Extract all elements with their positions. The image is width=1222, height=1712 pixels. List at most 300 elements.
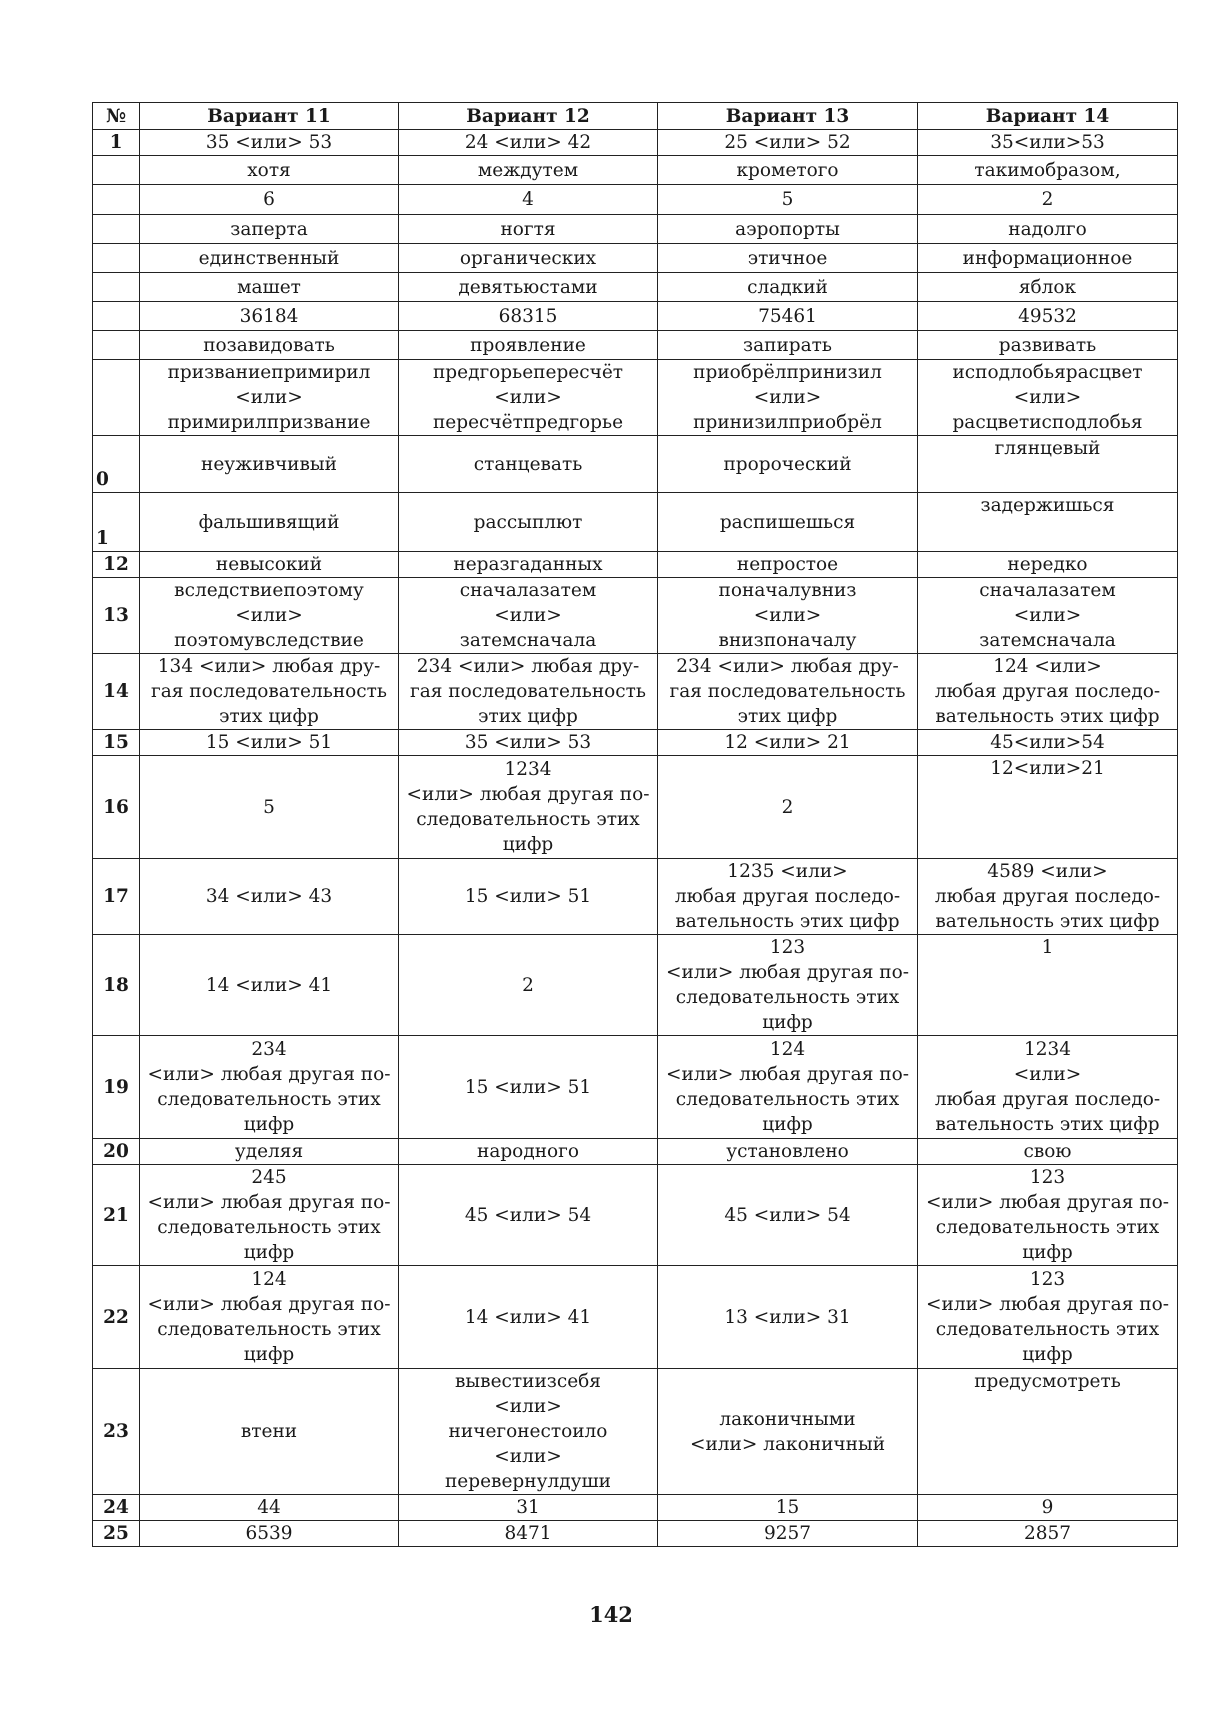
answer-line: вательность этих цифр	[935, 911, 1160, 932]
answer-line: затемсначала	[979, 630, 1116, 651]
answer-line: 35<или>53	[990, 132, 1105, 153]
answer-cell-variant-14	[918, 215, 1178, 244]
answer-line: <или> любая другая по-	[666, 1064, 909, 1085]
answer-cell-variant-11	[140, 436, 399, 493]
table-row	[93, 244, 1178, 273]
answer-cell-variant-12	[399, 273, 658, 302]
row-number: 1	[93, 493, 140, 552]
answer-cell-variant-12	[399, 552, 658, 578]
row-number: 12	[93, 552, 140, 578]
answer-line: 2	[781, 796, 794, 818]
answer-line: вательность этих цифр	[675, 911, 900, 932]
answer-line: 15 <или> 51	[464, 886, 592, 907]
header-row	[93, 103, 1178, 130]
answer-cell-variant-14	[918, 654, 1178, 730]
table-row	[93, 493, 1178, 552]
answer-cell-variant-11	[140, 493, 399, 552]
answer-line: следовательность этих	[416, 809, 640, 830]
answer-cell-variant-12	[399, 360, 658, 436]
answer-cell-variant-13	[658, 578, 918, 654]
answer-line: <или> любая другая по-	[926, 1192, 1169, 1213]
answer-line: станцевать	[473, 453, 583, 475]
answer-cell-variant-13	[658, 215, 918, 244]
answer-line: позавидовать	[203, 334, 335, 356]
answer-cell-variant-11	[140, 215, 399, 244]
row-number: 17	[93, 859, 140, 935]
row-number: 25	[93, 1521, 140, 1547]
table-row	[93, 1521, 1178, 1547]
answer-cell-variant-13	[658, 1139, 918, 1165]
answer-line: 123	[769, 937, 806, 958]
answer-line: 2	[1041, 189, 1054, 210]
answer-line: затемсначала	[459, 630, 597, 651]
table-row	[93, 1036, 1178, 1139]
answer-line: перевернулдуши	[444, 1471, 612, 1492]
answer-line: непростое	[736, 554, 839, 575]
table-row	[93, 273, 1178, 302]
answer-cell-variant-12	[399, 1165, 658, 1266]
answer-cell-variant-14	[918, 1139, 1178, 1165]
answer-line: неразгаданных	[453, 554, 603, 575]
answer-cell-variant-13	[658, 1036, 918, 1139]
answer-line: глянцевый	[994, 438, 1101, 459]
answer-line: <или>	[753, 387, 822, 408]
row-number: 24	[93, 1495, 140, 1521]
answer-cell-variant-14	[918, 185, 1178, 215]
answer-line: цифр	[243, 1344, 295, 1365]
row-number: 23	[93, 1369, 140, 1495]
answer-line: принизилприобрёл	[693, 412, 882, 433]
table-row	[93, 331, 1178, 360]
answer-line: <или> любая другая по-	[147, 1064, 391, 1085]
answer-cell-variant-12	[399, 935, 658, 1036]
answer-line: такимобразом,	[974, 159, 1121, 181]
table-row	[93, 302, 1178, 331]
answer-line: 44	[257, 1497, 281, 1518]
answer-line: ничегонестоило	[448, 1421, 608, 1442]
table-row	[93, 1139, 1178, 1165]
answer-cell-variant-12	[399, 215, 658, 244]
answer-line: сначалазатем	[979, 580, 1116, 601]
answer-line: 15 <или> 51	[464, 1076, 592, 1098]
answer-cell-variant-11	[140, 1165, 399, 1266]
answer-cell-variant-12	[399, 1495, 658, 1521]
answer-line: распишешься	[719, 511, 856, 533]
answer-line: сначалазатем	[459, 580, 597, 601]
answer-cell-variant-12	[399, 756, 658, 859]
answer-line: цифр	[502, 834, 554, 855]
answer-cell-variant-13	[658, 1495, 918, 1521]
answer-line: следовательность этих	[675, 987, 900, 1008]
answer-line: предусмотреть	[974, 1371, 1121, 1392]
row-number: 1	[93, 130, 140, 156]
answer-line: единственный	[198, 247, 340, 269]
answer-line: 5	[781, 189, 794, 210]
answer-cell-variant-12	[399, 1036, 658, 1139]
row-number: 22	[93, 1266, 140, 1369]
answer-cell-variant-11	[140, 1521, 399, 1547]
answer-cell-variant-12	[399, 578, 658, 654]
answer-line: 25 <или> 52	[724, 132, 851, 153]
answer-cell-variant-13	[658, 756, 918, 859]
answer-line: цифр	[762, 1012, 813, 1033]
answer-line: крометого	[736, 159, 839, 181]
answer-line: 24 <или> 42	[464, 132, 592, 153]
answer-cell-variant-11	[140, 1369, 399, 1495]
answer-line: призваниепримирил	[167, 362, 371, 383]
answer-line: цифр	[243, 1114, 295, 1135]
answer-line: 2	[522, 974, 534, 996]
answer-line: пересчётпредгорье	[432, 412, 624, 433]
answer-cell-variant-12	[399, 859, 658, 935]
answer-line: 1234	[1023, 1039, 1072, 1060]
answer-line: вательность этих цифр	[935, 706, 1160, 727]
answer-cell-variant-11	[140, 1139, 399, 1165]
answer-line: <или> лаконичный	[689, 1433, 886, 1455]
answer-line: машет	[237, 276, 301, 298]
table-row	[93, 1266, 1178, 1369]
answer-cell-variant-13	[658, 493, 918, 552]
answer-cell-variant-12	[399, 244, 658, 273]
answer-line: <или> любая другая по-	[926, 1294, 1169, 1315]
answer-line: примирилпризвание	[167, 412, 371, 433]
table-row	[93, 436, 1178, 493]
answer-cell-variant-14	[918, 130, 1178, 156]
answer-cell-variant-12	[399, 493, 658, 552]
answer-line: расцветисподлобья	[952, 412, 1143, 433]
answer-cell-variant-13	[658, 130, 918, 156]
answer-line: цифр	[1022, 1344, 1073, 1365]
row-number	[93, 331, 140, 360]
table-row	[93, 859, 1178, 935]
row-number: 0	[93, 436, 140, 493]
answer-cell-variant-14	[918, 493, 1178, 552]
row-number	[93, 273, 140, 302]
answer-line: задержишься	[980, 495, 1115, 516]
answer-line: 6	[263, 189, 275, 210]
answer-cell-variant-11	[140, 935, 399, 1036]
answer-line: 12<или>21	[990, 758, 1105, 779]
answer-cell-variant-14	[918, 156, 1178, 185]
answer-line: поэтомувследствие	[174, 630, 364, 651]
answer-cell-variant-14	[918, 1369, 1178, 1495]
answer-cell-variant-14	[918, 302, 1178, 331]
answer-cell-variant-12	[399, 1521, 658, 1547]
row-number: 21	[93, 1165, 140, 1266]
answer-cell-variant-13	[658, 552, 918, 578]
answer-line: <или>	[753, 605, 822, 626]
answer-line: надолго	[1008, 218, 1087, 240]
answer-cell-variant-14	[918, 244, 1178, 273]
answer-cell-variant-11	[140, 578, 399, 654]
answer-line: <или>	[494, 1396, 562, 1417]
answer-line: 36184	[239, 305, 299, 327]
answer-cell-variant-13	[658, 654, 918, 730]
answer-line: информационное	[962, 247, 1133, 269]
answer-cell-variant-13	[658, 1266, 918, 1369]
answer-line: пророческий	[723, 453, 852, 475]
answer-cell-variant-14	[918, 552, 1178, 578]
answer-line: 45 <или> 54	[724, 1204, 851, 1226]
answer-line: 35 <или> 53	[464, 732, 592, 753]
answer-cell-variant-13	[658, 935, 918, 1036]
answer-line: этичное	[747, 247, 828, 269]
row-number	[93, 244, 140, 273]
row-number: 18	[93, 935, 140, 1036]
answer-line: 134 <или> любая дру-	[157, 656, 381, 677]
answer-line: любая другая последо-	[934, 681, 1161, 702]
answer-cell-variant-11	[140, 156, 399, 185]
answer-cell-variant-14	[918, 859, 1178, 935]
answer-line: вывестиизсебя	[455, 1371, 601, 1392]
row-number	[93, 185, 140, 215]
answer-line: 4589 <или>	[987, 861, 1108, 882]
answer-line: неуживчивый	[201, 453, 337, 475]
answer-cell-variant-13	[658, 244, 918, 273]
row-number	[93, 156, 140, 185]
answer-line: установлено	[726, 1141, 849, 1162]
answer-line: 13 <или> 31	[724, 1306, 851, 1328]
answer-line: 123	[1029, 1269, 1066, 1290]
header-variant-14: Вариант 14	[918, 103, 1178, 130]
answer-line: сладкий	[747, 276, 828, 298]
answer-cell-variant-14	[918, 1165, 1178, 1266]
answer-line: 14 <или> 41	[464, 1306, 592, 1328]
answer-cell-variant-11	[140, 360, 399, 436]
table-row	[93, 578, 1178, 654]
answer-line: свою	[1023, 1141, 1072, 1162]
answer-line: <или> любая другая по-	[147, 1192, 391, 1213]
answer-line: <или>	[235, 605, 303, 626]
answer-line: этих цифр	[219, 706, 319, 727]
answer-line: 8471	[504, 1523, 552, 1544]
answer-line: запирать	[743, 334, 832, 356]
answer-line: любая другая последо-	[934, 1089, 1161, 1110]
answer-line: девятьюстами	[458, 276, 598, 298]
answer-cell-variant-12	[399, 156, 658, 185]
answer-line: междутем	[477, 159, 579, 181]
answer-line: приобрёлпринизил	[693, 362, 882, 383]
header-variant-11: Вариант 11	[140, 103, 399, 130]
answers-table	[92, 102, 1178, 1547]
table-row	[93, 730, 1178, 756]
answer-line: предгорьепересчёт	[432, 362, 624, 383]
answer-cell-variant-11	[140, 302, 399, 331]
header-variant-13: Вариант 13	[658, 103, 918, 130]
answer-line: рассыплют	[473, 511, 583, 533]
row-number	[93, 360, 140, 436]
answer-cell-variant-13	[658, 436, 918, 493]
answer-line: развивать	[998, 334, 1097, 356]
answer-line: нередко	[1007, 554, 1088, 575]
answer-line: внизпоначалу	[718, 630, 857, 651]
answer-line: исподлобьярасцвет	[952, 362, 1143, 383]
answer-cell-variant-13	[658, 730, 918, 756]
answer-cell-variant-14	[918, 730, 1178, 756]
answer-line: <или> любая другая по-	[666, 962, 909, 983]
answer-line: 124	[769, 1039, 806, 1060]
table-row	[93, 130, 1178, 156]
answer-line: <или>	[1013, 387, 1082, 408]
answer-cell-variant-11	[140, 130, 399, 156]
answer-cell-variant-14	[918, 935, 1178, 1036]
page-number: 142	[589, 1602, 633, 1627]
answer-line: 15 <или> 51	[205, 732, 333, 753]
answer-line: 31	[516, 1497, 540, 1518]
row-number: 16	[93, 756, 140, 859]
answer-cell-variant-11	[140, 552, 399, 578]
answer-cell-variant-12	[399, 331, 658, 360]
answer-line: любая другая последо-	[674, 886, 901, 907]
answer-cell-variant-12	[399, 730, 658, 756]
answer-cell-variant-13	[658, 273, 918, 302]
answer-line: 45<или>54	[990, 732, 1105, 753]
answer-line: 49532	[1018, 305, 1077, 327]
answer-line: гая последовательность	[151, 681, 387, 702]
answer-line: 68315	[498, 305, 558, 327]
answer-line: 1234	[504, 759, 552, 780]
answer-line: следовательность этих	[675, 1089, 900, 1110]
answer-line: заперта	[230, 218, 308, 240]
answer-line: 234	[251, 1039, 287, 1060]
answer-cell-variant-14	[918, 1266, 1178, 1369]
answer-cell-variant-13	[658, 1369, 918, 1495]
answer-cell-variant-11	[140, 1036, 399, 1139]
answer-line: проявление	[470, 334, 586, 356]
answer-cell-variant-13	[658, 156, 918, 185]
answer-cell-variant-14	[918, 331, 1178, 360]
answer-cell-variant-12	[399, 302, 658, 331]
answer-cell-variant-14	[918, 273, 1178, 302]
table-row	[93, 756, 1178, 859]
answer-line: 12 <или> 21	[724, 732, 851, 753]
answer-cell-variant-11	[140, 756, 399, 859]
answer-line: вследствиепоэтому	[174, 580, 364, 601]
row-number	[93, 302, 140, 331]
answer-cell-variant-14	[918, 578, 1178, 654]
answer-line: 4	[522, 189, 534, 210]
answer-line: следовательность этих	[935, 1217, 1160, 1238]
answer-line: этих цифр	[478, 706, 578, 727]
answer-cell-variant-14	[918, 1495, 1178, 1521]
answer-line: этих цифр	[737, 706, 838, 727]
answer-line: цифр	[762, 1114, 813, 1135]
answer-line: фальшивящий	[198, 511, 340, 533]
row-number: 15	[93, 730, 140, 756]
answer-line: 245	[251, 1167, 287, 1188]
answer-cell-variant-11	[140, 331, 399, 360]
answer-line: цифр	[243, 1242, 295, 1263]
answer-line: <или>	[235, 387, 303, 408]
answer-line: 234 <или> любая дру-	[416, 656, 640, 677]
answer-line: 2857	[1023, 1523, 1072, 1544]
answer-cell-variant-14	[918, 1036, 1178, 1139]
answer-line: 9257	[763, 1523, 812, 1544]
answer-line: 1235 <или>	[727, 861, 848, 882]
answer-line: 9	[1041, 1497, 1054, 1518]
answer-line: яблок	[1018, 276, 1077, 298]
answer-cell-variant-11	[140, 730, 399, 756]
answer-line: 6539	[245, 1523, 293, 1544]
row-number: 20	[93, 1139, 140, 1165]
row-number: 13	[93, 578, 140, 654]
table-row	[93, 1495, 1178, 1521]
answer-line: <или>	[494, 387, 562, 408]
answer-cell-variant-12	[399, 130, 658, 156]
answer-line: 5	[263, 796, 275, 818]
answer-cell-variant-11	[140, 654, 399, 730]
answer-line: <или> любая другая по-	[406, 784, 650, 805]
answer-line: хотя	[247, 159, 291, 181]
table-row	[93, 185, 1178, 215]
answer-cell-variant-11	[140, 1266, 399, 1369]
answer-cell-variant-14	[918, 756, 1178, 859]
answer-cell-variant-12	[399, 1266, 658, 1369]
answer-line: 34 <или> 43	[205, 886, 333, 907]
answer-line: поначалувниз	[718, 580, 857, 601]
answer-line: втени	[240, 1421, 298, 1442]
answer-line: аэропорты	[735, 218, 840, 240]
answer-line: <или>	[1013, 1064, 1082, 1085]
answer-line: следовательность этих	[935, 1319, 1160, 1340]
answer-cell-variant-12	[399, 1139, 658, 1165]
table-row	[93, 935, 1178, 1036]
header-variant-12: Вариант 12	[399, 103, 658, 130]
row-number: 19	[93, 1036, 140, 1139]
answer-line: гая последовательность	[669, 681, 906, 702]
answer-cell-variant-13	[658, 302, 918, 331]
answer-cell-variant-11	[140, 273, 399, 302]
answer-line: уделяя	[234, 1141, 304, 1162]
answer-line: следовательность этих	[157, 1089, 381, 1110]
answer-line: народного	[476, 1141, 580, 1162]
row-number	[93, 215, 140, 244]
answer-line: 14 <или> 41	[205, 974, 333, 996]
answers-body	[93, 130, 1178, 1547]
table-row	[93, 654, 1178, 730]
answer-line: лаконичными	[719, 1408, 856, 1430]
answer-line: органических	[459, 247, 597, 269]
answer-cell-variant-13	[658, 1165, 918, 1266]
answer-line: 124 <или>	[993, 656, 1102, 677]
table-row	[93, 1165, 1178, 1266]
answer-cell-variant-11	[140, 185, 399, 215]
table-row	[93, 156, 1178, 185]
answer-line: 1	[1041, 937, 1054, 958]
answer-cell-variant-12	[399, 185, 658, 215]
answer-cell-variant-12	[399, 436, 658, 493]
answer-cell-variant-12	[399, 654, 658, 730]
answer-line: <или>	[1013, 605, 1082, 626]
answer-line: следовательность этих	[157, 1319, 381, 1340]
answer-cell-variant-13	[658, 360, 918, 436]
header-number: №	[93, 103, 140, 130]
answer-line: вательность этих цифр	[935, 1114, 1160, 1135]
answer-cell-variant-12	[399, 1369, 658, 1495]
answer-cell-variant-14	[918, 436, 1178, 493]
table-row	[93, 215, 1178, 244]
answer-line: невысокий	[215, 554, 323, 575]
answer-line: цифр	[1022, 1242, 1073, 1263]
answer-line: 75461	[758, 305, 817, 327]
answer-cell-variant-13	[658, 1521, 918, 1547]
answer-cell-variant-11	[140, 244, 399, 273]
answer-line: <или>	[494, 1446, 562, 1467]
answer-cell-variant-11	[140, 1495, 399, 1521]
table-row	[93, 552, 1178, 578]
table-row	[93, 360, 1178, 436]
table-row	[93, 1369, 1178, 1495]
